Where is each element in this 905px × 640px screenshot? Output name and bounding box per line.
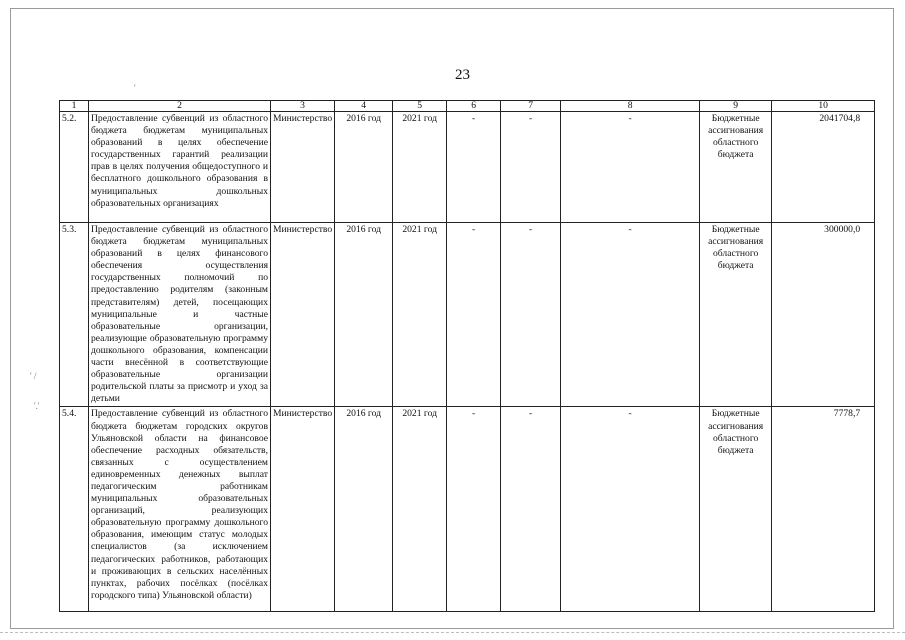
cell-dash: - bbox=[501, 112, 561, 223]
activity-description: Предоставление субвенций из областного бюджета бюджетам муниципальных образований в целях обеспечение государственных гарантий реализации прав в целях получения общедоступного и бесплатного дошкольного образования в муниципальных дошкольных образовательных организациях bbox=[89, 112, 271, 223]
end-year: 2021 год bbox=[393, 112, 447, 223]
cell-dash: - bbox=[561, 407, 700, 612]
cell-dash: - bbox=[561, 112, 700, 223]
activity-description: Предоставление субвенций из областного бюджета бюджетам муниципальных образований в целях финансового обеспечения осуществления государственных полномочий по предоставлению родителям (законным представителям) детей, посещающих муниципальные и частные образовательные организации, реализующие образовательную программу дошкольного образования, компенсации части внесённой в соответствующие образовательные организации родительской платы за присмотр и уход за детьми bbox=[89, 223, 271, 407]
scan-speck: '.' bbox=[34, 401, 40, 411]
executor: Министерство bbox=[271, 407, 335, 612]
end-year: 2021 год bbox=[393, 223, 447, 407]
page-bottom-divider bbox=[0, 632, 905, 633]
column-header: 9 bbox=[700, 101, 772, 112]
column-header: 10 bbox=[772, 101, 875, 112]
row-number: 5.3. bbox=[60, 223, 89, 407]
page-number: 23 bbox=[455, 67, 470, 83]
cell-dash: - bbox=[561, 223, 700, 407]
funding-amount: 2041704,8 bbox=[772, 112, 875, 223]
program-activities-table bbox=[59, 100, 875, 612]
funding-source: Бюджетные ассигнования областного бюджета bbox=[700, 223, 772, 407]
column-header: 4 bbox=[335, 101, 393, 112]
cell-dash: - bbox=[501, 223, 561, 407]
column-header: 7 bbox=[501, 101, 561, 112]
funding-amount: 300000,0 bbox=[772, 223, 875, 407]
scan-speck: ' / bbox=[30, 371, 37, 381]
scan-speck: ' bbox=[134, 83, 136, 93]
cell-dash: - bbox=[501, 407, 561, 612]
row-number: 5.2. bbox=[60, 112, 89, 223]
table-header-row bbox=[60, 101, 875, 112]
end-year: 2021 год bbox=[393, 407, 447, 612]
cell-dash: - bbox=[447, 407, 501, 612]
column-header: 2 bbox=[89, 101, 271, 112]
column-header: 1 bbox=[60, 101, 89, 112]
funding-amount: 7778,7 bbox=[772, 407, 875, 612]
activity-description: Предоставление субвенций из областного бюджета бюджетам городских округов Ульяновской области на финансовое обеспечение расходных обязательств, связанных с осуществлением единовременных денежных выплат педагогическим работникам муниципальных образовательных организаций, реализующих образовательную программу дошкольного образования, имеющим статус молодых специалистов (за исключением педагогических работников, работающих и проживающих в сельских населённых пунктах, рабочих посёлках (посёлках городского типа) Ульяновской области) bbox=[89, 407, 271, 612]
column-header: 5 bbox=[393, 101, 447, 112]
executor: Министерство bbox=[271, 112, 335, 223]
funding-source: Бюджетные ассигнования областного бюджета bbox=[700, 112, 772, 223]
table-row bbox=[60, 223, 875, 407]
table-row bbox=[60, 112, 875, 223]
funding-source: Бюджетные ассигнования областного бюджета bbox=[700, 407, 772, 612]
column-header: 8 bbox=[561, 101, 700, 112]
column-header: 6 bbox=[447, 101, 501, 112]
start-year: 2016 год bbox=[335, 223, 393, 407]
executor: Министерство bbox=[271, 223, 335, 407]
cell-dash: - bbox=[447, 223, 501, 407]
column-header: 3 bbox=[271, 101, 335, 112]
cell-dash: - bbox=[447, 112, 501, 223]
start-year: 2016 год bbox=[335, 407, 393, 612]
start-year: 2016 год bbox=[335, 112, 393, 223]
row-number: 5.4. bbox=[60, 407, 89, 612]
table-row bbox=[60, 407, 875, 612]
